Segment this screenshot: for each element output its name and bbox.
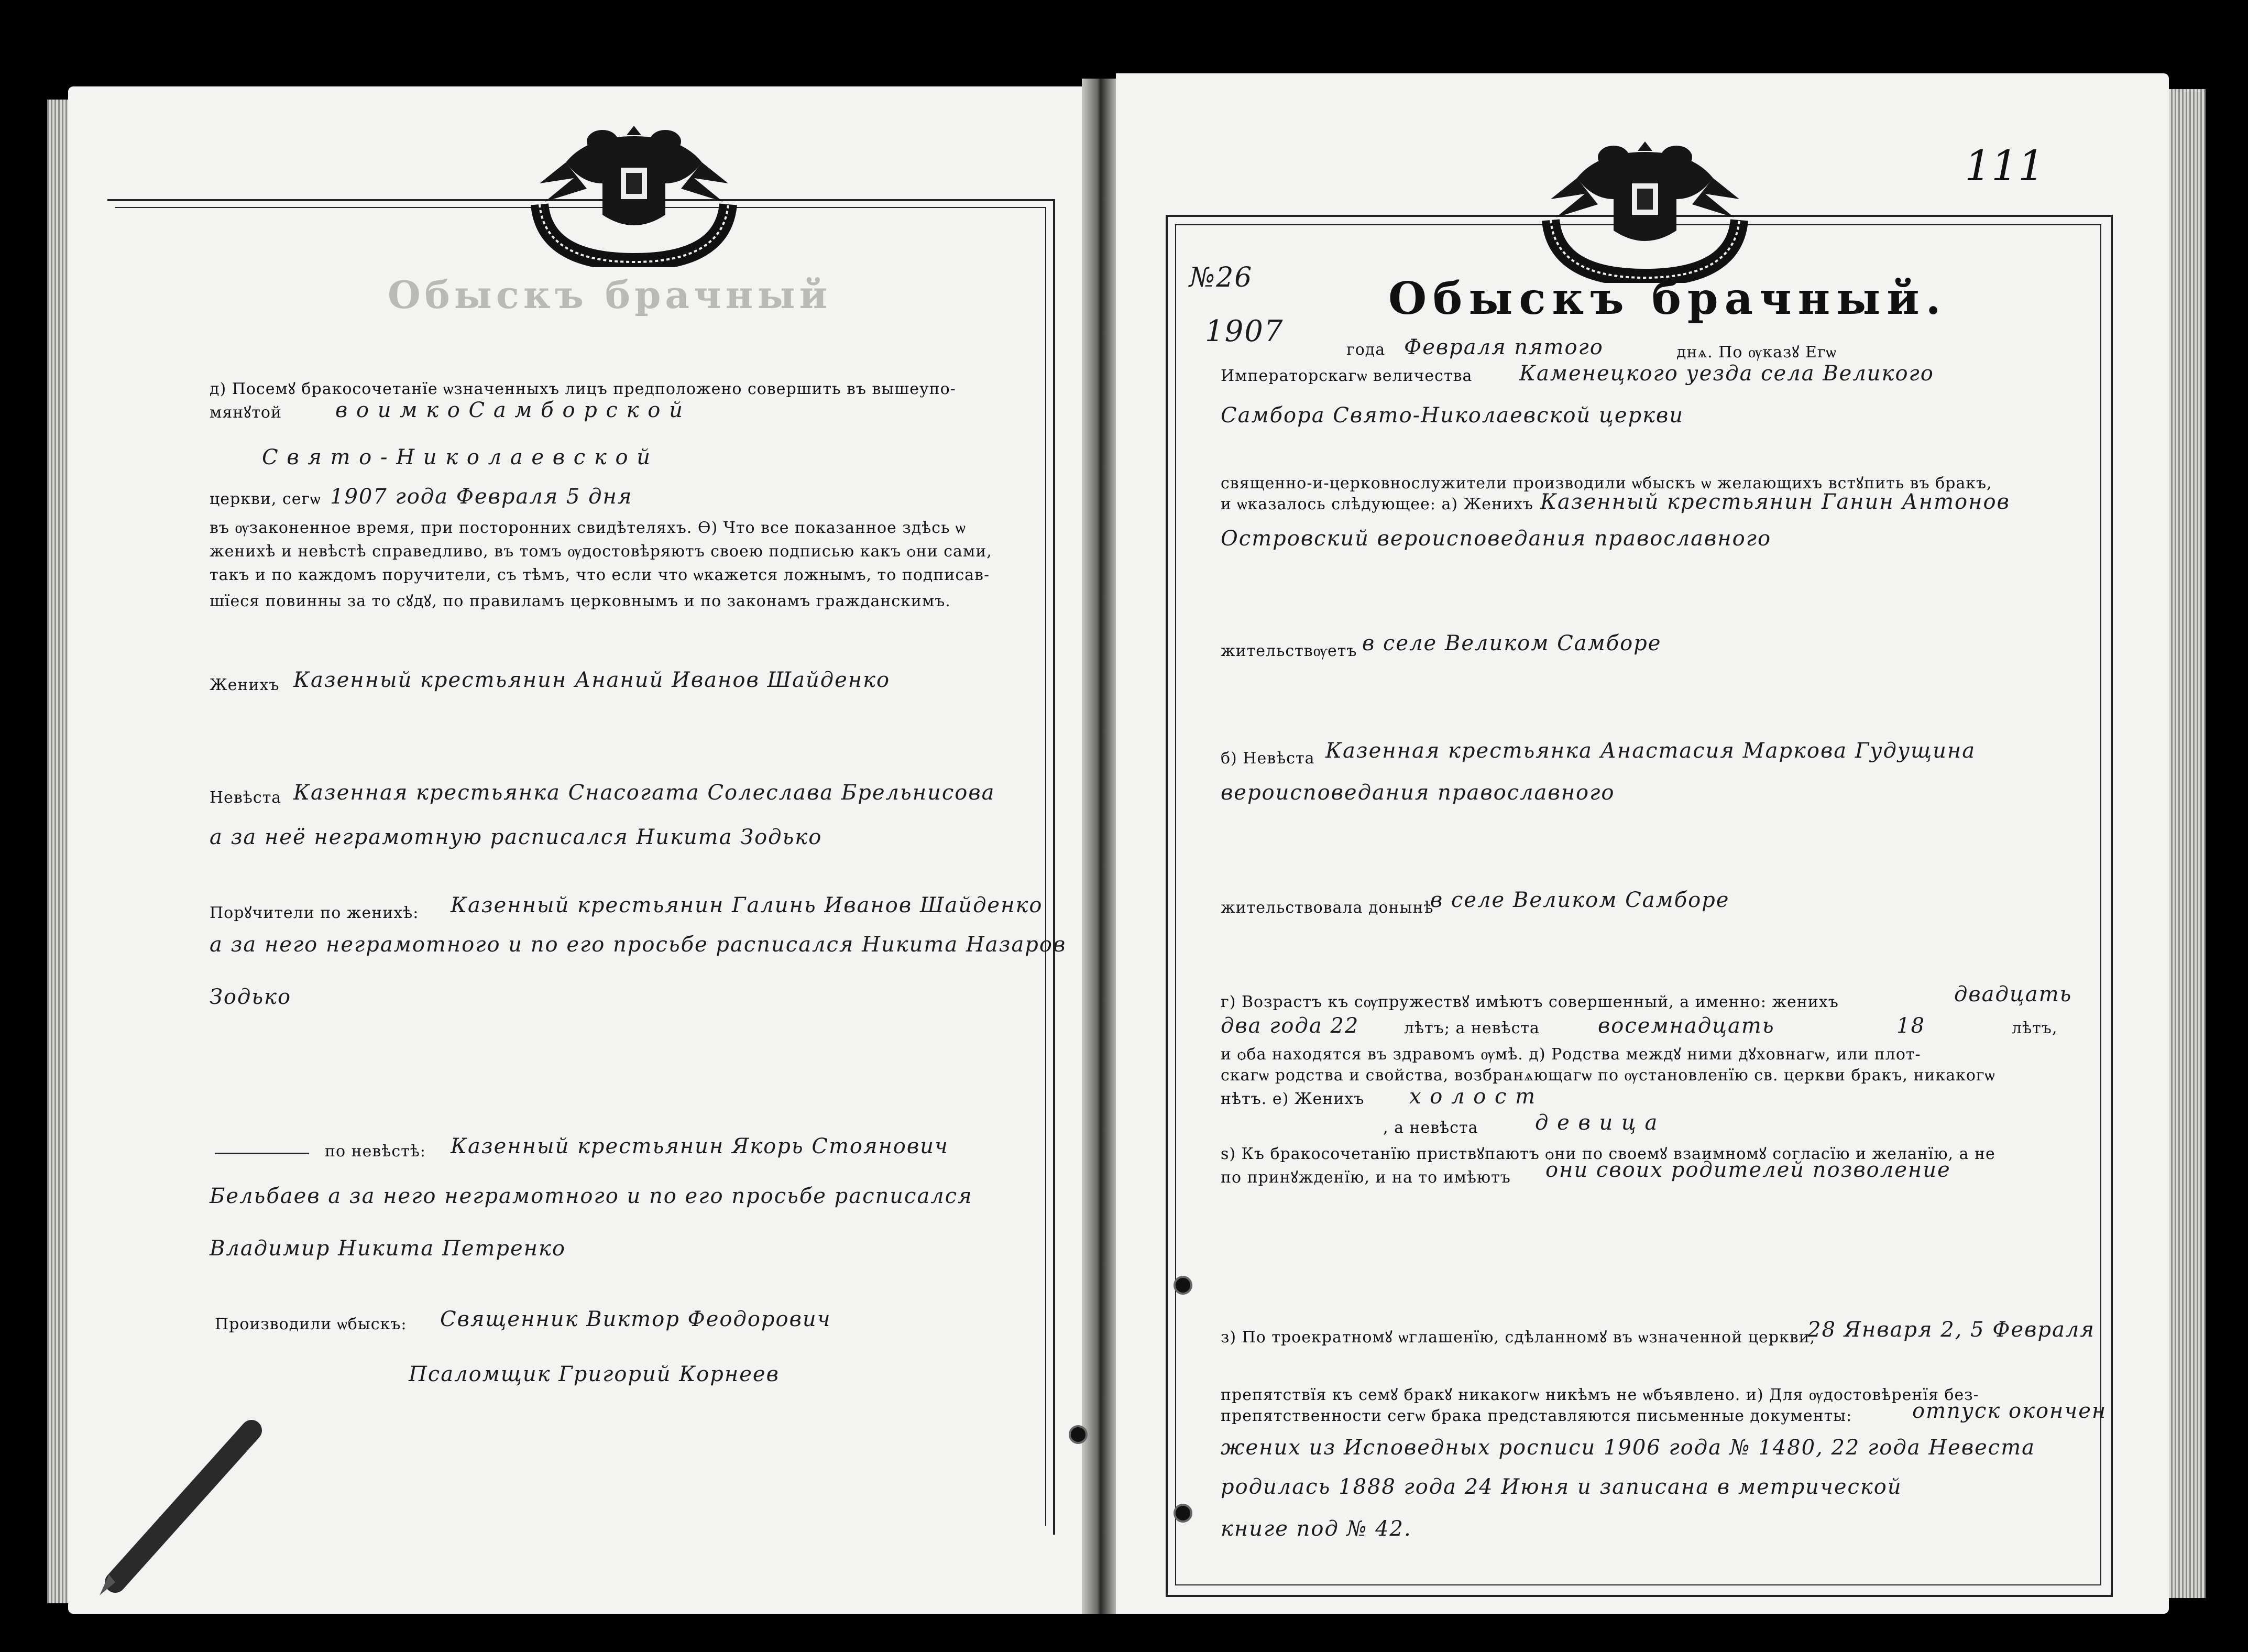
left-search-label: Производили ѡбыскъ: [215, 1315, 407, 1333]
right-line-1-b: днѧ. По ѹказꙋ Егѡ [1676, 343, 1837, 362]
right-health-line-4: , а невѣста [1383, 1119, 1478, 1137]
left-date-handwriting: 1907 года Февраля 5 дня [330, 485, 633, 509]
page-number: 111 [1965, 141, 2045, 190]
left-bride-handwriting-2: а за неё неграмотную расписался Никита Зодько [210, 825, 823, 849]
page-title: Обыскъ брачный. [1388, 272, 1947, 324]
right-line-2-a: Императорскагѡ величества [1221, 367, 1473, 385]
left-para-d-line-4: въ ѹзаконенное время, при посторонних свидѣтеляхъ. Ѳ) Что все показанное здѣсь ѡ [210, 519, 966, 537]
right-date-handwriting: Февраля пятого [1404, 335, 1604, 359]
page-edges-right [2169, 89, 2206, 1598]
left-para-d-line-3: церкви, сегѡ [210, 490, 321, 508]
double-headed-eagle-icon [1535, 121, 1755, 283]
left-groom-label: Женихъ [210, 676, 280, 694]
right-bride-residence-handwriting: в селе Великом Самборе [1430, 888, 1730, 912]
right-banns-line-3: препятственности сегѡ брака представляются письменные документы: [1221, 1407, 1852, 1425]
right-residence-handwriting: в селе Великом Самборе [1362, 631, 1662, 655]
left-church-handwriting-1: в о и м к о С а м б о р с к о й [335, 398, 684, 422]
year-handwriting: 1907 [1205, 314, 1284, 348]
double-headed-eagle-icon [524, 105, 744, 267]
left-groom-handwriting: Казенный крестьянин Ананий Иванов Шайденко [293, 668, 891, 692]
right-bride-residence-label: жительствовала донынѣ [1221, 899, 1434, 917]
right-residence-label: жительствѹетъ [1221, 642, 1357, 660]
right-bride-label: б) Невѣста [1221, 749, 1315, 768]
right-documents-handwriting-2: родилась 1888 года 24 Июня и записана в метрической [1221, 1475, 1902, 1499]
right-documents-handwriting-0: отпуск окончен [1912, 1399, 2107, 1423]
right-church-handwriting-1: Каменецкого уезда села Великого [1519, 362, 1934, 386]
left-para-d-line-1: д) Посемꙋ бракосочетанїе ѡзначенныхъ лицъ предположено совершить въ вышеупо- [210, 380, 956, 398]
left-para-d-line-6: такъ и по каждомъ поручители, съ тѣмъ, что если что ѡкажется ложнымъ, то подписав- [210, 566, 990, 584]
right-age-line-2-b: лѣтъ, [2012, 1019, 2058, 1037]
left-bride-label: Невѣста [210, 789, 282, 807]
left-guarantor-groom-handwriting-3: Зодько [210, 985, 292, 1009]
left-guarantor-groom-handwriting-2: а за него неграмотного и по его просьбе расписался Никита Назаров [210, 933, 1067, 957]
right-health-line-3: нѣтъ. е) Женихъ [1221, 1090, 1365, 1108]
left-guarantor-groom-handwriting-1: Казенный крестьянин Галинь Иванов Шайденко [451, 893, 1043, 917]
right-bride-handwriting-1: Казенная крестьянка Анастасия Маркова Гудущина [1325, 739, 1976, 763]
right-line-5-a: и ѡказалось слѣдующее: а) Женихъ [1221, 495, 1534, 513]
left-guarantors-groom-label: Порꙋчители по женихѣ: [210, 904, 419, 922]
right-documents-handwriting-3: книге под № 42. [1221, 1517, 1412, 1541]
right-bride-handwriting-2: вероисповедания православного [1221, 781, 1615, 805]
left-para-d-line-2: мянꙋтой [210, 403, 282, 422]
right-groom-handwriting-2: Островский вероисповедания православного [1221, 527, 1772, 551]
right-church-handwriting-2: Самбора Свято-Николаевской церкви [1221, 403, 1684, 428]
binding-hole [1174, 1276, 1192, 1295]
right-groom-age-handwriting-2: два года 22 [1221, 1014, 1359, 1038]
right-line-4: священно-и-церковнослужители производили ѡбыскъ ѡ желающихъ встꙋпить въ бракъ, [1221, 474, 1992, 493]
right-documents-handwriting-1: жених из Исповедных росписи 1906 года № 1480, 22 года Невеста [1221, 1436, 2035, 1460]
right-age-line-1: г) Возрастъ къ сѹпружествꙋ имѣютъ совершенный, а именно: женихъ [1221, 993, 1839, 1011]
left-church-handwriting-2: С в я т о - Н и к о л а е в с к о й [262, 445, 652, 469]
right-consent-line-2: по принꙋжденїю, и на то имѣютъ [1221, 1168, 1511, 1187]
left-guarantors-bride-label: по невѣстѣ: [325, 1142, 426, 1161]
binding-hole [1069, 1425, 1088, 1444]
left-guarantor-bride-handwriting-1: Казенный крестьянин Якорь Стоянович [451, 1134, 949, 1158]
right-health-line-2: скагѡ родства и свойства, возбранѧющагѡ по ѹстановленїю св. церкви бракъ, никакогѡ [1221, 1066, 1995, 1085]
right-age-line-2-a: лѣтъ; а невѣста [1404, 1019, 1540, 1037]
right-groom-status-handwriting: х о л о с т [1409, 1085, 1537, 1109]
left-priest-signature: Священник Виктор Феодорович [440, 1307, 831, 1331]
ghost-title: Обыскъ брачный [388, 272, 832, 317]
left-para-d-line-5: женихѣ и невѣстѣ справедливо, въ томъ ѹдостовѣряютъ своею подписью какъ ѻни сами, [210, 542, 992, 561]
right-banns-line-2: препятствїя къ семꙋ бракꙋ никакогѡ никѣмъ не ѡбъявлено. и) Для ѹдостовѣренїя без- [1221, 1386, 1979, 1404]
right-consent-line-1: ѕ) Къ бракосочетанїю приствꙋпаютъ ѻни по своемꙋ взаимномꙋ согласїю и желанїю, а не [1221, 1145, 1995, 1163]
book-spine [1082, 79, 1116, 1614]
right-groom-age-handwriting: двадцать [1954, 982, 2072, 1006]
pen-tool-icon [84, 1415, 262, 1603]
right-groom-handwriting-1: Казенный крестьянин Ганин Антонов [1540, 490, 2010, 514]
right-bride-age-handwriting: восемнадцать [1598, 1014, 1775, 1038]
left-bride-handwriting-1: Казенная крестьянка Снасогата Солеслава Брельнисова [293, 781, 995, 805]
right-consent-handwriting: они своих родителей позволение [1545, 1158, 1951, 1182]
left-para-d-line-7: шїеся повинны за то сꙋдꙋ, по правиламъ церковнымъ и по законамъ гражданскимъ. [210, 592, 951, 610]
page-edges-left [47, 100, 68, 1603]
left-psalmist-signature: Псаломщик Григорий Корнеев [409, 1362, 780, 1386]
right-banns-line-1: з) По троекратномꙋ ѡглашенїю, сдѣланномꙋ въ ѡзначенной церкви, [1221, 1328, 1816, 1347]
right-line-1-a: года [1346, 341, 1386, 359]
blank-rule [215, 1153, 309, 1154]
right-bride-age-number: 18 [1896, 1014, 1925, 1038]
left-guarantor-bride-handwriting-2: Бельбаев а за него неграмотного и по его просьбе расписался [210, 1184, 973, 1208]
right-health-line-1: и ѻба находятся въ здравомъ ѹмѣ. д) Родства междꙋ ними дꙋховнагѡ, или плот- [1221, 1045, 1921, 1064]
right-bride-status-handwriting: д е в и ц а [1535, 1111, 1659, 1135]
binding-hole [1174, 1504, 1192, 1523]
right-banns-dates-handwriting: 28 Января 2, 5 Февраля [1807, 1318, 2095, 1342]
record-number: №26 [1189, 262, 1253, 293]
left-guarantor-bride-handwriting-3: Владимир Никита Петренко [210, 1237, 566, 1261]
